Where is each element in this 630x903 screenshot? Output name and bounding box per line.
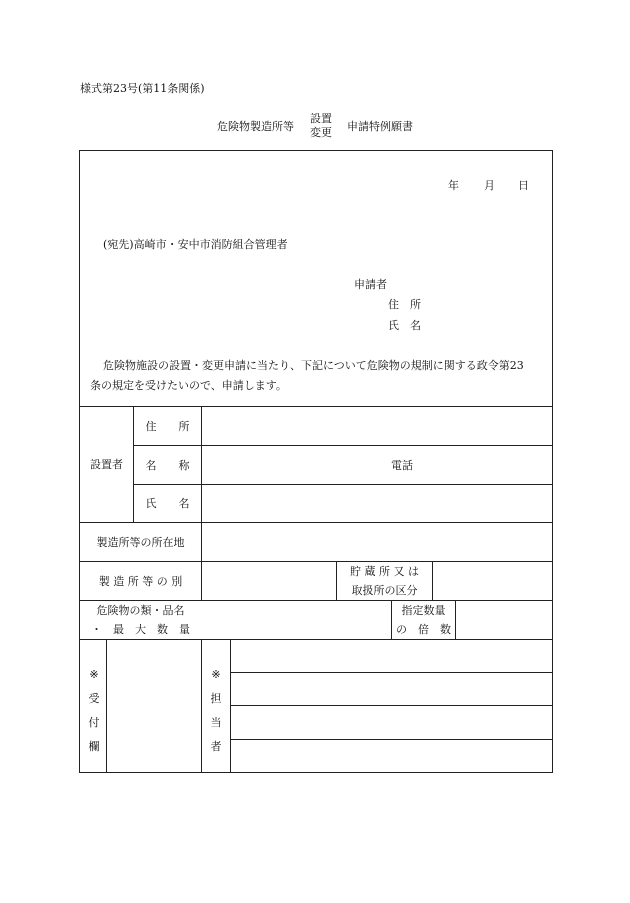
hazmat-line2: ・ 最 大 数 量: [91, 623, 190, 636]
staff-field-row[interactable]: [231, 740, 552, 772]
date-month: 月: [484, 179, 495, 192]
hazmat-line1: 危険物の類・品名: [96, 604, 185, 617]
address-label: 住 所: [145, 419, 190, 433]
staff-label: [207, 663, 225, 759]
installer-label: 設置者: [90, 458, 123, 471]
person-name-field[interactable]: [202, 485, 552, 522]
address-field[interactable]: [202, 407, 552, 445]
phone-label: 電話: [391, 458, 413, 472]
staff-field-row[interactable]: [231, 640, 552, 672]
reception-label: [85, 663, 103, 759]
multiple-field[interactable]: [456, 601, 552, 639]
reception-field[interactable]: [107, 640, 201, 772]
form-number: 様式第23号(第11条関係): [80, 82, 205, 95]
storage-class-line1: 貯 蔵 所 又 は: [350, 565, 419, 578]
title-prefix: 危険物製造所等: [217, 120, 294, 133]
applicant-name-label: 氏 名: [388, 319, 421, 332]
staff-field-row[interactable]: [231, 673, 552, 705]
person-name-label: 氏 名: [145, 497, 190, 510]
staff-mark: ※: [211, 668, 221, 681]
corp-name-field[interactable]: [202, 446, 552, 484]
multiple-line2: の 倍 数: [396, 623, 451, 636]
title-option-install: 設置: [310, 112, 332, 125]
facility-type-field[interactable]: [202, 562, 336, 600]
storage-class-label: [337, 562, 432, 600]
title-option-change: 変更: [310, 126, 332, 139]
location-label: 製造所等の所在地: [96, 535, 185, 549]
staff-char-1: 担: [210, 692, 222, 705]
applicant-label: 申請者: [354, 278, 387, 291]
storage-class-line2: 取扱所の区分: [351, 584, 418, 597]
facility-type-label: 製 造 所 等 の 別: [98, 574, 183, 588]
multiple-label: [392, 601, 455, 639]
corp-name-label: 名 称: [145, 458, 190, 472]
date-day: 日: [518, 179, 529, 192]
reception-char-1: 受: [88, 692, 100, 705]
addressee: (宛先)高崎市・安中市消防組合管理者: [103, 238, 288, 251]
reception-char-3: 欄: [88, 740, 100, 753]
hazmat-field[interactable]: [202, 601, 391, 639]
staff-field-row[interactable]: [231, 706, 552, 739]
date-year: 年: [448, 179, 459, 192]
multiple-line1: 指定数量: [401, 604, 446, 617]
staff-char-2: 当: [210, 716, 222, 729]
title-suffix: 申請特例願書: [347, 120, 413, 133]
applicant-address-label: 住 所: [388, 298, 421, 311]
body-text-line1: 危険物施設の設置・変更申請に当たり、下記について危険物の規制に関する政令第23: [103, 359, 524, 372]
storage-class-field[interactable]: [433, 562, 552, 600]
reception-mark: ※: [89, 668, 99, 681]
reception-char-2: 付: [88, 716, 100, 729]
location-field[interactable]: [202, 523, 552, 561]
body-text-line2: 条の規定を受けたいので、申請します。: [90, 379, 287, 392]
hazmat-label: [80, 601, 201, 639]
staff-char-3: 者: [210, 740, 222, 753]
